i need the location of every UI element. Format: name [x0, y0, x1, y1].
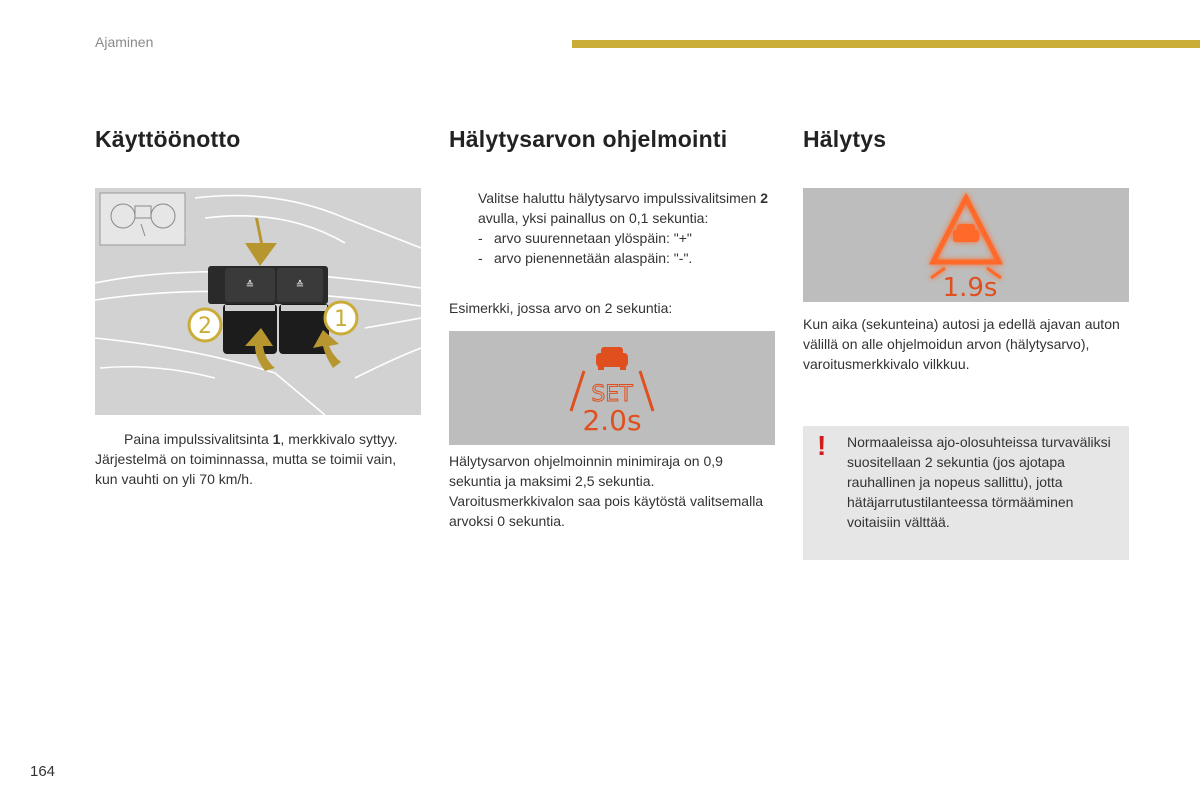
column-alert — [803, 126, 1129, 530]
bullet-select — [449, 188, 775, 228]
bullet-bold-number: 1 — [272, 431, 281, 447]
heading-alert: Hälytys — [803, 126, 887, 152]
callout-1: 1 — [334, 307, 348, 332]
dash-item-increase — [449, 228, 775, 248]
bullet-text: Valitse haluttu hälytysarvo impulssivalitsimen — [478, 190, 761, 206]
alert-value: 1.9s — [942, 273, 998, 302]
dashboard-switch-illustration — [95, 188, 421, 415]
dash-marker: - — [478, 230, 483, 246]
bullet-text: Paina impulssivalitsinta — [124, 431, 273, 447]
page-number: 164 — [30, 763, 56, 780]
set-value: 2.0s — [582, 404, 642, 437]
dash-marker: - — [478, 250, 483, 266]
dash-text: arvo suurennetaan ylöspäin: "+" — [494, 230, 692, 246]
header-accent-rule — [572, 40, 1200, 48]
paragraph-activation: Järjestelmä on toiminnassa, mutta se toimii vain, kun vauhti on yli 70 km/h. — [95, 451, 397, 487]
bullet-bold-number: 2 — [760, 190, 768, 206]
bullet-text-end: avulla, yksi painallus on 0,1 sekuntia: — [478, 210, 709, 226]
section-name: Ajaminen — [95, 34, 154, 50]
dash-text: arvo pienennetään alaspäin: "-". — [494, 250, 693, 266]
column-programming — [449, 126, 775, 531]
exclamation-icon: ! — [817, 430, 827, 461]
paragraph-alert: Kun aika (sekunteina) autosi ja edellä ajavan auton välillä on alle ohjelmoidun arvon (hälytysarvo), varoitusmerkkivalo vilkkuu. — [803, 316, 1120, 372]
warning-note-box — [803, 426, 1129, 560]
svg-text:≙: ≙ — [245, 280, 255, 291]
warning-text: Normaaleissa ajo-olosuhteissa turvaväliksi suositellaan 2 sekuntia (jos ajotapa rauhallinen ja nopeus sallittu), jotta hätäjarrutustilanteessa törmääminen voitaisiin välttää. — [847, 434, 1111, 530]
column-activation — [95, 126, 421, 489]
callout-2: 2 — [198, 314, 212, 339]
bullet-text-end: , merkkivalo syttyy. — [280, 431, 398, 447]
set-label: SET — [591, 382, 633, 407]
bullet-activate — [95, 429, 421, 449]
alert-display-illustration — [803, 188, 1129, 302]
heading-programming: Hälytysarvon ohjelmointi — [449, 126, 728, 152]
dash-item-decrease — [449, 248, 775, 268]
example-label: Esimerkki, jossa arvo on 2 sekuntia: — [449, 300, 673, 316]
heading-activation: Käyttöönotto — [95, 126, 241, 152]
set-display-illustration — [449, 331, 775, 445]
svg-text:≙: ≙ — [295, 280, 305, 291]
paragraph-limits: Hälytysarvon ohjelmoinnin minimiraja on 0,9 sekuntia ja maksimi 2,5 sekuntia. Varoitusmerkkivalon saa pois käytöstä valitsemalla arvoksi 0 sekuntia. — [449, 453, 764, 529]
